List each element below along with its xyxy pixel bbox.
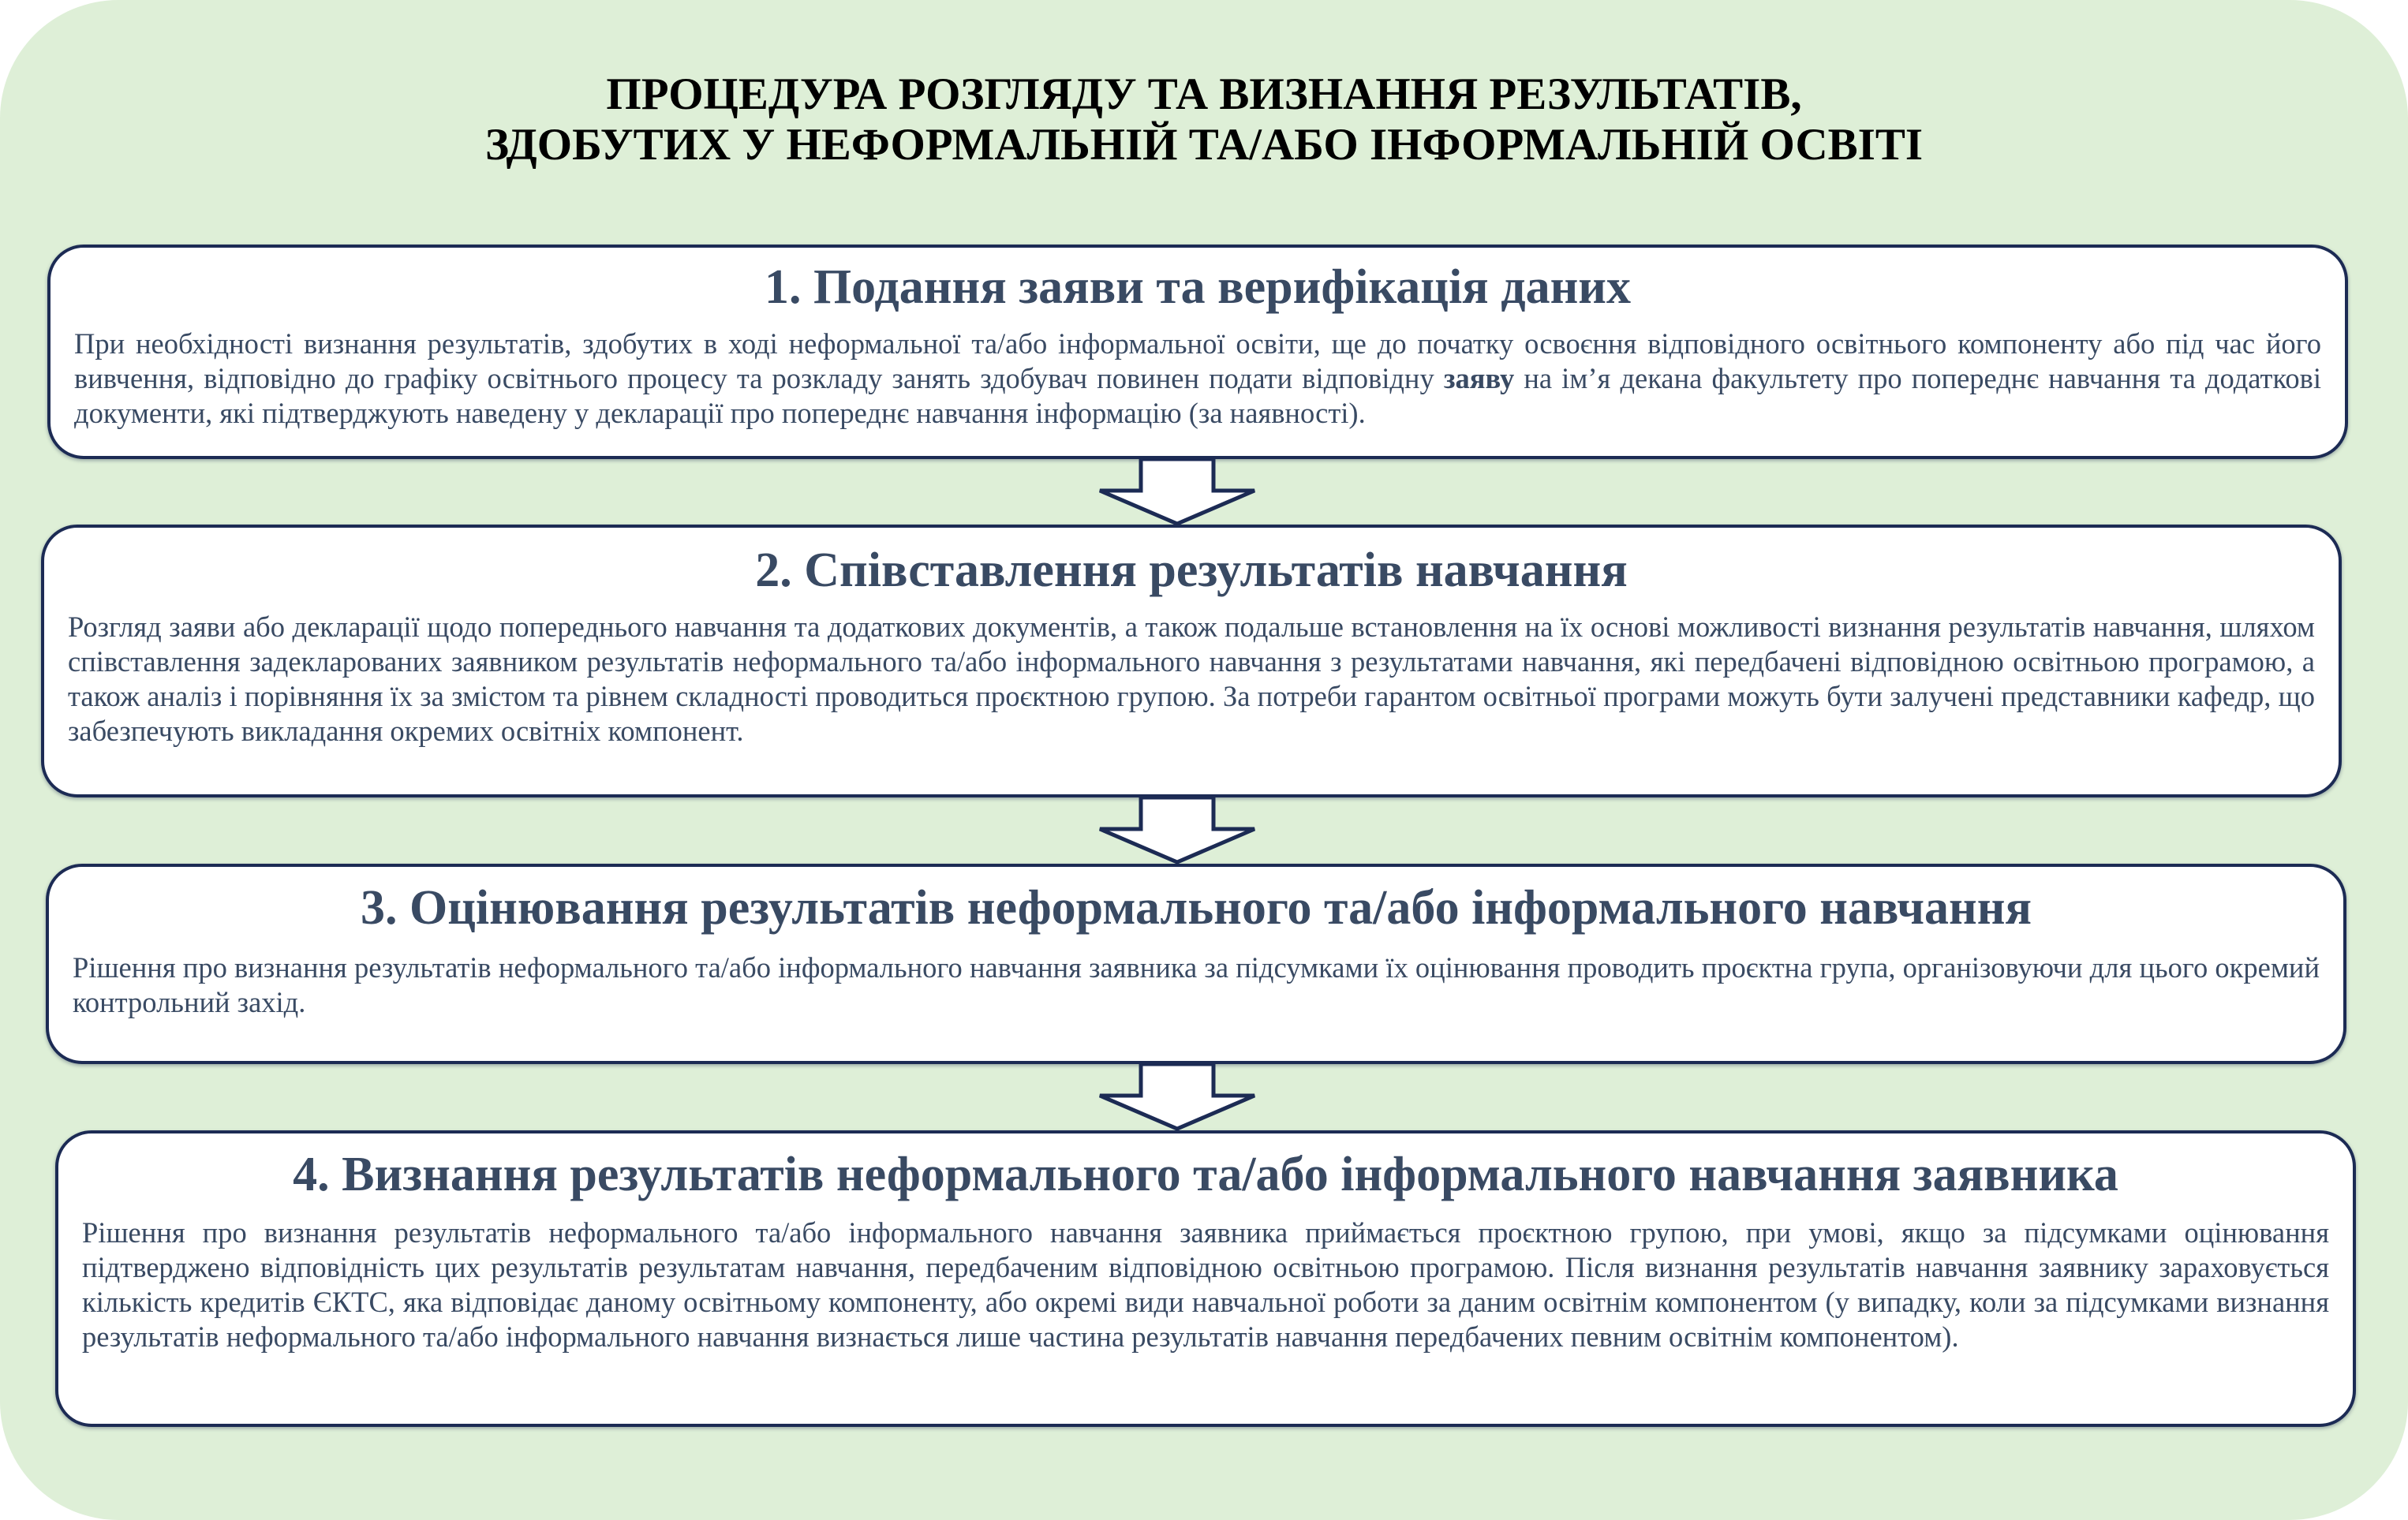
step-4-box <box>55 1130 2356 1427</box>
page-title-line2: ЗДОБУТИХ У НЕФОРМАЛЬНІЙ ТА/АБО ІНФОРМАЛЬНІЙ ОСВІТІ <box>484 120 1924 170</box>
step-3-text: Рішення про визнання результатів неформального та/або інформального навчання заявника за підсумками їх оцінювання проводить проєктна група, організовуючи для цього окремий контрольний захід. <box>73 951 2320 1018</box>
page-title-line1: ПРОЦЕДУРА РОЗГЛЯДУ ТА ВИЗНАННЯ РЕЗУЛЬТАТІВ, <box>606 69 1802 119</box>
step-2-box <box>41 525 2342 797</box>
down-arrow-icon <box>1095 797 1259 865</box>
step-1-text <box>74 327 2321 431</box>
step-2-heading: 2. Співставлення результатів навчання <box>755 543 1628 597</box>
step-1-text-start: При необхідності визнання результатів, здобутих в ході неформальної та/або інформальної освіти, ще до початку освоєння відповідного освітнього компоненту або під час його вивчення, відповідно до графіку освітнього процесу та розкладу занять здобувач повинен подати відповідну <box>74 327 2321 394</box>
step-4-heading: 4. Визнання результатів неформального та/або інформального навчання заявника <box>293 1148 2118 1201</box>
step-1-box <box>47 245 2348 459</box>
down-arrow-icon <box>1095 1064 1259 1132</box>
step-1-heading: 1. Подання заяви та верифікація даних <box>764 260 1632 314</box>
step-1-text-end: на ім’я декана факультету про попереднє навчання та додаткові документи, які підтверджують наведену у декларації про попереднє навчання інформацію (за наявності). <box>74 362 2321 429</box>
step-1-text-bold: заяву <box>1443 362 1515 394</box>
down-arrow-icon <box>1095 459 1259 527</box>
page-title <box>0 69 2408 170</box>
step-3-heading: 3. Оцінювання результатів неформального та/або інформального навчання <box>360 881 2032 935</box>
step-3-box <box>46 864 2346 1064</box>
step-2-text: Розгляд заяви або декларації щодо попереднього навчання та додаткових документів, а також подальше встановлення на їх основі можливості визнання результатів навчання, шляхом співставлення задекларованих заявником результатів неформального та/або інформального навчання з результатами навчання, які передбачені відповідною освітньою програмою, а також аналіз і порівняння їх за змістом та рівнем складності проводиться проєктною групою. За потреби гарантом освітньої програми можуть бути залучені представники кафедр, що забезпечують викладання окремих освітніх компонент. <box>68 611 2315 747</box>
step-4-text: Рішення про визнання результатів неформального та/або інформального навчання заявника приймається проєктною групою, при умові, якщо за підсумками оцінювання підтверджено відповідність цих результатів результатам навчання, передбаченим відповідною освітньою програмою. Після визнання результатів навчання заявнику зараховується кількість кредитів ЄКТС, яка відповідає даному освітньому компоненту, або окремі види навчальної роботи за даним освітнім компонентом (у випадку, коли за підсумками визнання результатів неформального та/або інформального навчання визнається лише частина результатів навчання передбачених певним освітнім компонентом). <box>82 1216 2329 1353</box>
